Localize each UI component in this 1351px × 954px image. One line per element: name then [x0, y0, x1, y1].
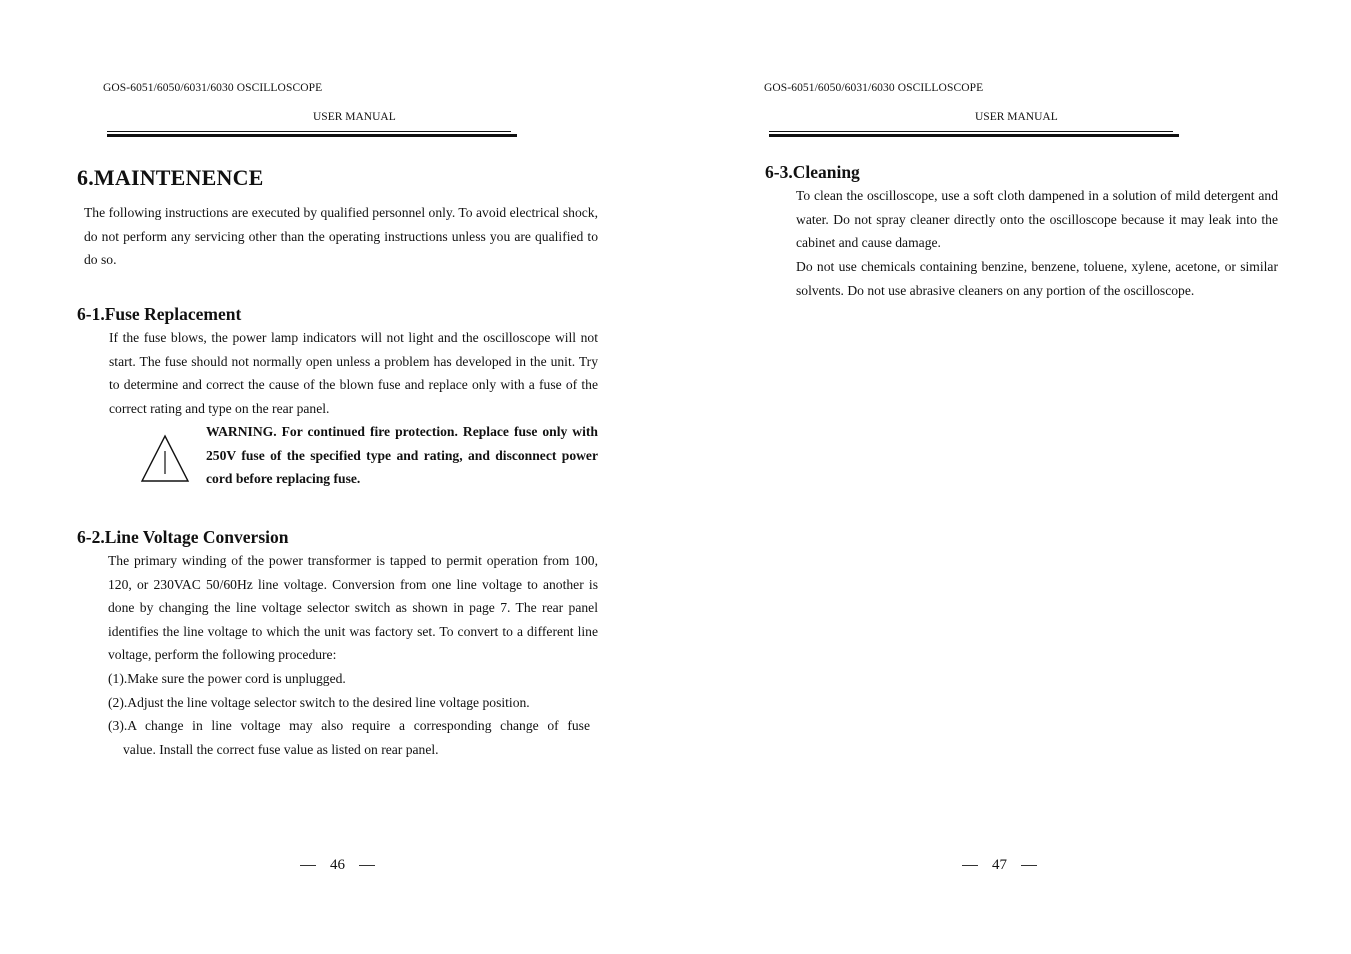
header-subtitle: USER MANUAL [975, 111, 1058, 123]
step-3: (3).A change in line voltage may also require a corresponding change of fuse [108, 718, 590, 734]
page-number [962, 857, 1051, 874]
line-voltage-paragraph: The primary winding of the power transformer is tapped to permit operation from 100, 120, or 230VAC 50/60Hz line voltage. Conversion from one line voltage to another is done by changing the line voltage selector switch as shown in page 7. The rear panel identifies the line voltage to which the unit was factory set. To convert to a different line voltage, perform the following procedure: [108, 553, 598, 663]
step-1: (1).Make sure the power cord is unplugged. [108, 671, 346, 686]
page-number-text: 47 [992, 857, 1007, 873]
cleaning-paragraph-2: Do not use chemicals containing benzine, benzene, toluene, xylene, acetone, or similar solvents. Do not use abrasive cleaners on any portion of the oscilloscope. [796, 259, 1278, 298]
procedure-steps [108, 667, 590, 761]
left-page [0, 0, 675, 954]
fuse-paragraph: If the fuse blows, the power lamp indicators will not light and the oscilloscope will not start. The fuse should not normally open unless a problem has developed in the unit. Try to determine and correct the cause of the blown fuse and replace only with a fuse of the correct rating and type on the rear panel. [109, 330, 598, 416]
header-title: GOS-6051/6050/6031/6030 OSCILLOSCOPE [103, 82, 323, 94]
section-heading-cleaning: 6-3.Cleaning [765, 162, 860, 182]
step-3-continuation: value. Install the correct fuse value as listed on rear panel. [123, 741, 439, 757]
header-title: GOS-6051/6050/6031/6030 OSCILLOSCOPE [764, 82, 984, 94]
cleaning-paragraph-1: To clean the oscilloscope, use a soft cloth dampened in a solution of mild detergent and water. Do not spray cleaner directly onto the oscilloscope because it may leak into the cabinet and cause damage. [796, 188, 1278, 251]
section-heading-line-voltage: 6-2.Line Voltage Conversion [77, 527, 289, 547]
page-number-text: 46 [330, 857, 345, 873]
intro-paragraph: The following instructions are executed by qualified personnel only. To avoid electrical shock, do not perform any servicing other than the operating instructions unless you are qualified to do so. [84, 205, 598, 268]
page-title: 6.MAINTENENCE [77, 165, 264, 190]
page-number [300, 857, 389, 874]
header-subtitle: USER MANUAL [313, 111, 396, 123]
right-page [675, 0, 1351, 954]
warning-text: WARNING. For continued fire protection. Replace fuse only with 250V fuse of the specified type and rating, and disconnect power cord before replacing fuse. [206, 424, 598, 487]
warning-triangle-icon [140, 434, 190, 484]
step-2: (2).Adjust the line voltage selector switch to the desired line voltage position. [108, 694, 530, 710]
section-heading-fuse: 6-1.Fuse Replacement [77, 304, 242, 324]
